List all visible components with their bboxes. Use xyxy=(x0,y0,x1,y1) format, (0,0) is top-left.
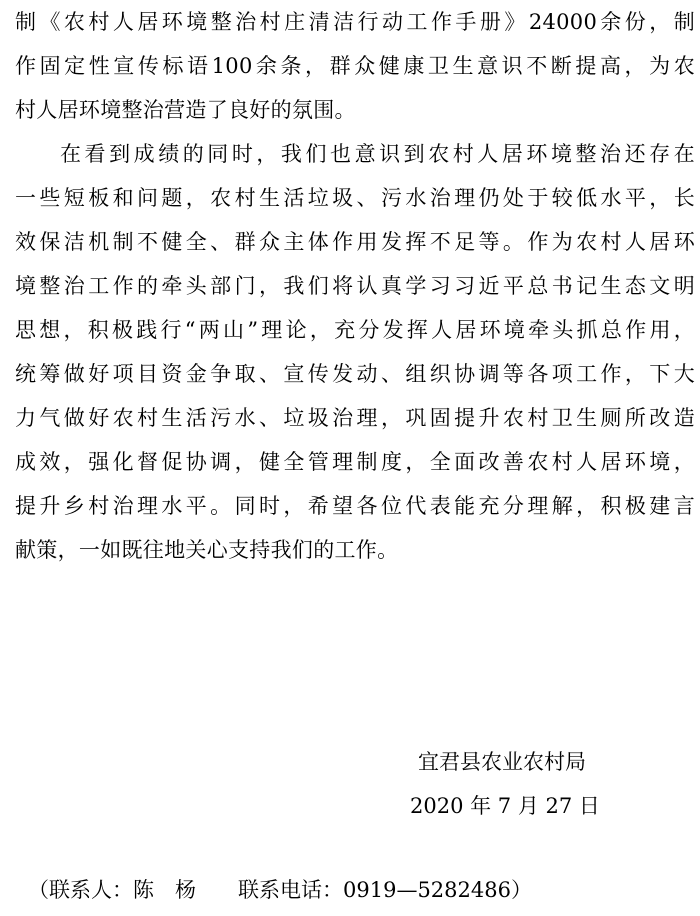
paragraph-line: 统筹做好项目资金争取、宣传发动、组织协调等各项工作，下大 xyxy=(15,362,695,386)
paragraph-line: 村人居环境整治营造了良好的氛围。 xyxy=(15,98,356,122)
paragraph-line: 制《农村人居环境整治村庄清洁行动工作手册》24000余份，制 xyxy=(15,10,695,34)
paragraph-line: 提升乡村治理水平。同时，希望各位代表能充分理解，积极建言 xyxy=(15,494,695,518)
paragraph-line: 思想，积极践行“两山”理论，充分发挥人居环境牵头抓总作用， xyxy=(15,318,695,342)
signature-date: 2020 年 7 月 27 日 xyxy=(410,794,600,818)
paragraph-line: 效保洁机制不健全、群众主体作用发挥不足等。作为农村人居环 xyxy=(15,230,695,254)
paragraph-line: 献策，一如既往地关心支持我们的工作。 xyxy=(15,538,399,562)
paragraph-line-indented: 在看到成绩的同时，我们也意识到农村人居环境整治还存在 xyxy=(60,142,695,166)
signature-organization: 宜君县农业农村局 xyxy=(418,750,586,774)
paragraph-line: 成效，强化督促协调，健全管理制度，全面改善农村人居环境， xyxy=(15,450,695,474)
paragraph-line: 境整治工作的牵头部门，我们将认真学习习近平总书记生态文明 xyxy=(15,274,695,298)
paragraph-line: 一些短板和问题，农村生活垃圾、污水治理仍处于较低水平，长 xyxy=(15,186,695,210)
paragraph-line: 力气做好农村生活污水、垃圾治理，巩固提升农村卫生厕所改造 xyxy=(15,406,695,430)
contact-info: （联系人：陈 杨 联系电话：0919—5282486） xyxy=(28,878,532,902)
paragraph-line: 作固定性宣传标语100余条，群众健康卫生意识不断提高，为农 xyxy=(15,54,695,78)
